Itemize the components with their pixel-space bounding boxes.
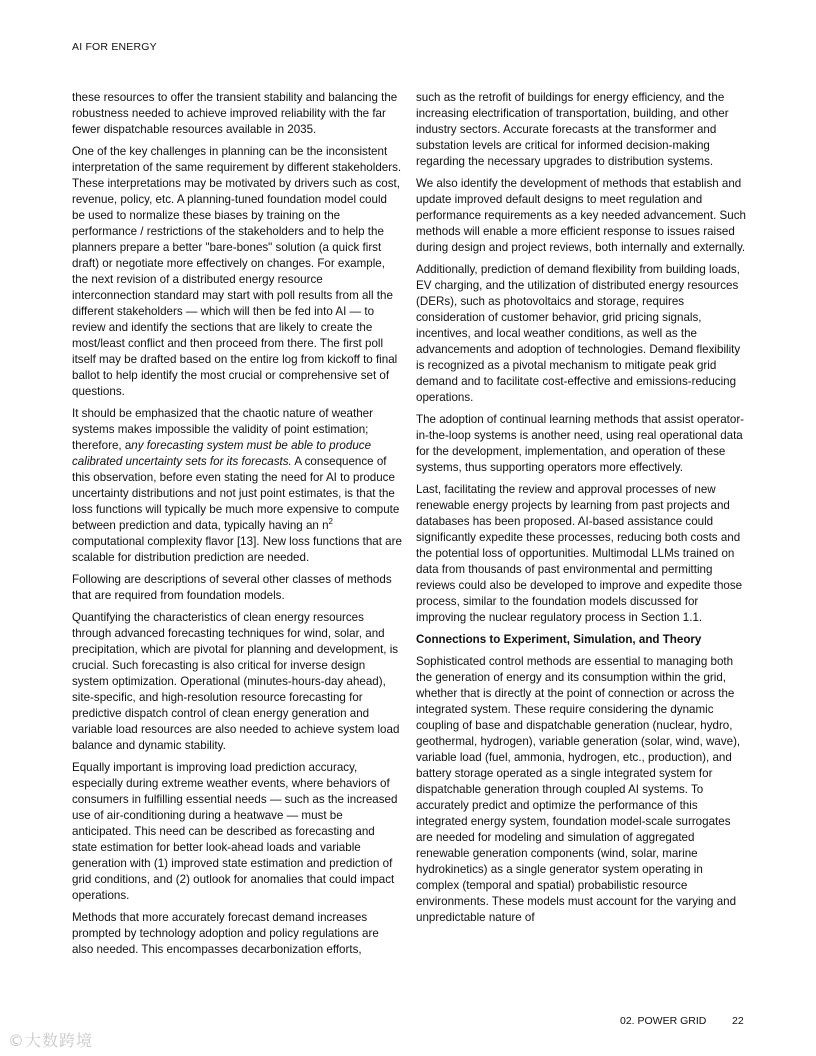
paragraph: Quantifying the characteristics of clean energy resources through advanced forecasting techniques for wind, solar, and precipitation, which are pivotal for planning and development, is crucial. Such forecasting is also critical for inverse design system optimization. Operational (minutes-hours-day ahead), site-specific, and high-resolution resource forecasting for predictive dispatch control of clean energy generation and variable load resources are also needed to achieve system load balance and dynamic stability. (72, 611, 400, 752)
paragraph (72, 406, 402, 566)
left-column (72, 90, 402, 964)
page-number: 22 (732, 1015, 744, 1027)
footer-section-label: 02. POWER GRID (620, 1015, 707, 1027)
emphasized-text: ny forecasting system must be able to produce calibrated uncertainty sets for its forecasts. (72, 439, 372, 468)
paragraph: Last, facilitating the review and approval processes of new renewable energy projects by learning from past projects and databases has been proposed. AI-based assistance could significantly expedite these processes, reducing both costs and the potential loss of opportunities. Multimodal LLMs trained on data from thousands of past environmental and permitting reviews could also be developed to improve and expedite those process, similar to the foundation models discussed for improving the nuclear regulatory process in Section 1.1. (416, 483, 743, 624)
paragraph: Additionally, prediction of demand flexibility from building loads, EV charging, and the utilization of distributed energy resources (DERs), such as photovoltaics and storage, requires consideration of customer behavior, grid pricing signals, incentives, and local weather conditions, as well as the advancements and adoption of technologies. Demand flexibility is recognized as a pivotal mechanism to mitigate peak grid demand and to facilitate cost-effective and emissions-reducing operations. (416, 263, 741, 404)
superscript: 2 (328, 517, 333, 527)
running-header: AI FOR ENERGY (72, 41, 157, 53)
paragraph: We also identify the development of methods that establish and update improved default designs to meet regulation and performance requirements as a key needed advancement. Such methods will enable a more efficient response to issues raised during design and project reviews, both internally and externally. (416, 177, 746, 254)
text-run: A consequence of this observation, before even stating the need for AI to produce uncertainty distributions and not just point estimates, is that the loss functions will typically be much more expensive to compute between prediction and data, typically having an n (72, 455, 400, 532)
paragraph: The adoption of continual learning methods that assist operator-in-the-loop systems is another need, using real operational data for the development, implementation, and operation of these systems, thus supporting operators more effectively. (416, 413, 745, 474)
text-run: It should be emphasized that the chaotic nature of weather systems makes impossible the validity of point estimation; therefore, a (72, 407, 373, 452)
paragraph: Equally important is improving load prediction accuracy, especially during extreme weather events, where behaviors of consumers in fulfilling essential needs — such as the increased use of air-conditioning during a heatwave — must be anticipated. This need can be described as forecasting and state estimation for better look-ahead loads and variable generation with (1) improved state estimation and prediction of grid conditions, and (2) outlook for anomalies that could impact operations. (72, 761, 398, 902)
paragraph: Methods that more accurately forecast demand increases prompted by technology adoption and policy regulations are also needed. This encompasses decarbonization efforts, (72, 911, 379, 956)
paragraph: such as the retrofit of buildings for energy efficiency, and the increasing electrification of transportation, building, and other industry sectors. Accurate forecasts at the transformer and substation levels are critical for informed decision-making regarding the necessary upgrades to distribution systems. (416, 91, 729, 168)
right-column (416, 90, 746, 932)
section-heading: Connections to Experiment, Simulation, and Theory (416, 633, 702, 646)
paragraph: Following are descriptions of several other classes of methods that are required from foundation models. (72, 573, 392, 602)
paragraph: these resources to offer the transient stability and balancing the robustness needed to achieve improved reliability with the far fewer dispatchable resources available in 2035. (72, 91, 398, 136)
paragraph: Sophisticated control methods are essential to managing both the generation of energy and its consumption within the grid, whether that is directly at the point of connection or across the integrated system. These require considering the dynamic coupling of base and dispatchable generation (nuclear, hydro, geothermal, hydrogen), variable generation (solar, wind, wave), variable load (fuel, ammonia, hydrogen, etc., production), and battery storage operated as a single integrated system for dispatchable generation through coupled AI systems. To accurately predict and optimize the performance of this integrated energy system, foundation model-scale surrogates are needed for modeling and simulation of aggregated renewable generation components (wind, solar, marine hydrokinetics) as a single generator system operating in complex (temporal and spatial) probabilistic resource environments. These models must account for the varying and unpredictable nature of (416, 655, 741, 924)
text-run: computational complexity flavor [13]. New loss functions that are scalable for distribution prediction are needed. (72, 535, 402, 564)
paragraph: One of the key challenges in planning can be the inconsistent interpretation of the same requirement by different stakeholders. These interpretations may be motivated by drivers such as cost, revenue, policy, etc. A planning-tuned foundation model could be used to normalize these biases by training on the performance / restrictions of the stakeholders and to help the planners prepare a better "bare-bones" solution (a quick first draft) or negotiate more effectively on changes. For example, the next revision of a distributed energy resource interconnection standard may start with poll results from all the different stakeholders — which will then be fed into AI — to review and identify the sections that are likely to create the most/least conflict and then proceed from there. The first poll itself may be drafted based on the entire log from kickoff to final ballot to help identify the most crucial or comprehensive set of questions. (72, 145, 402, 398)
watermark: ©大数跨境 (8, 1031, 94, 1050)
